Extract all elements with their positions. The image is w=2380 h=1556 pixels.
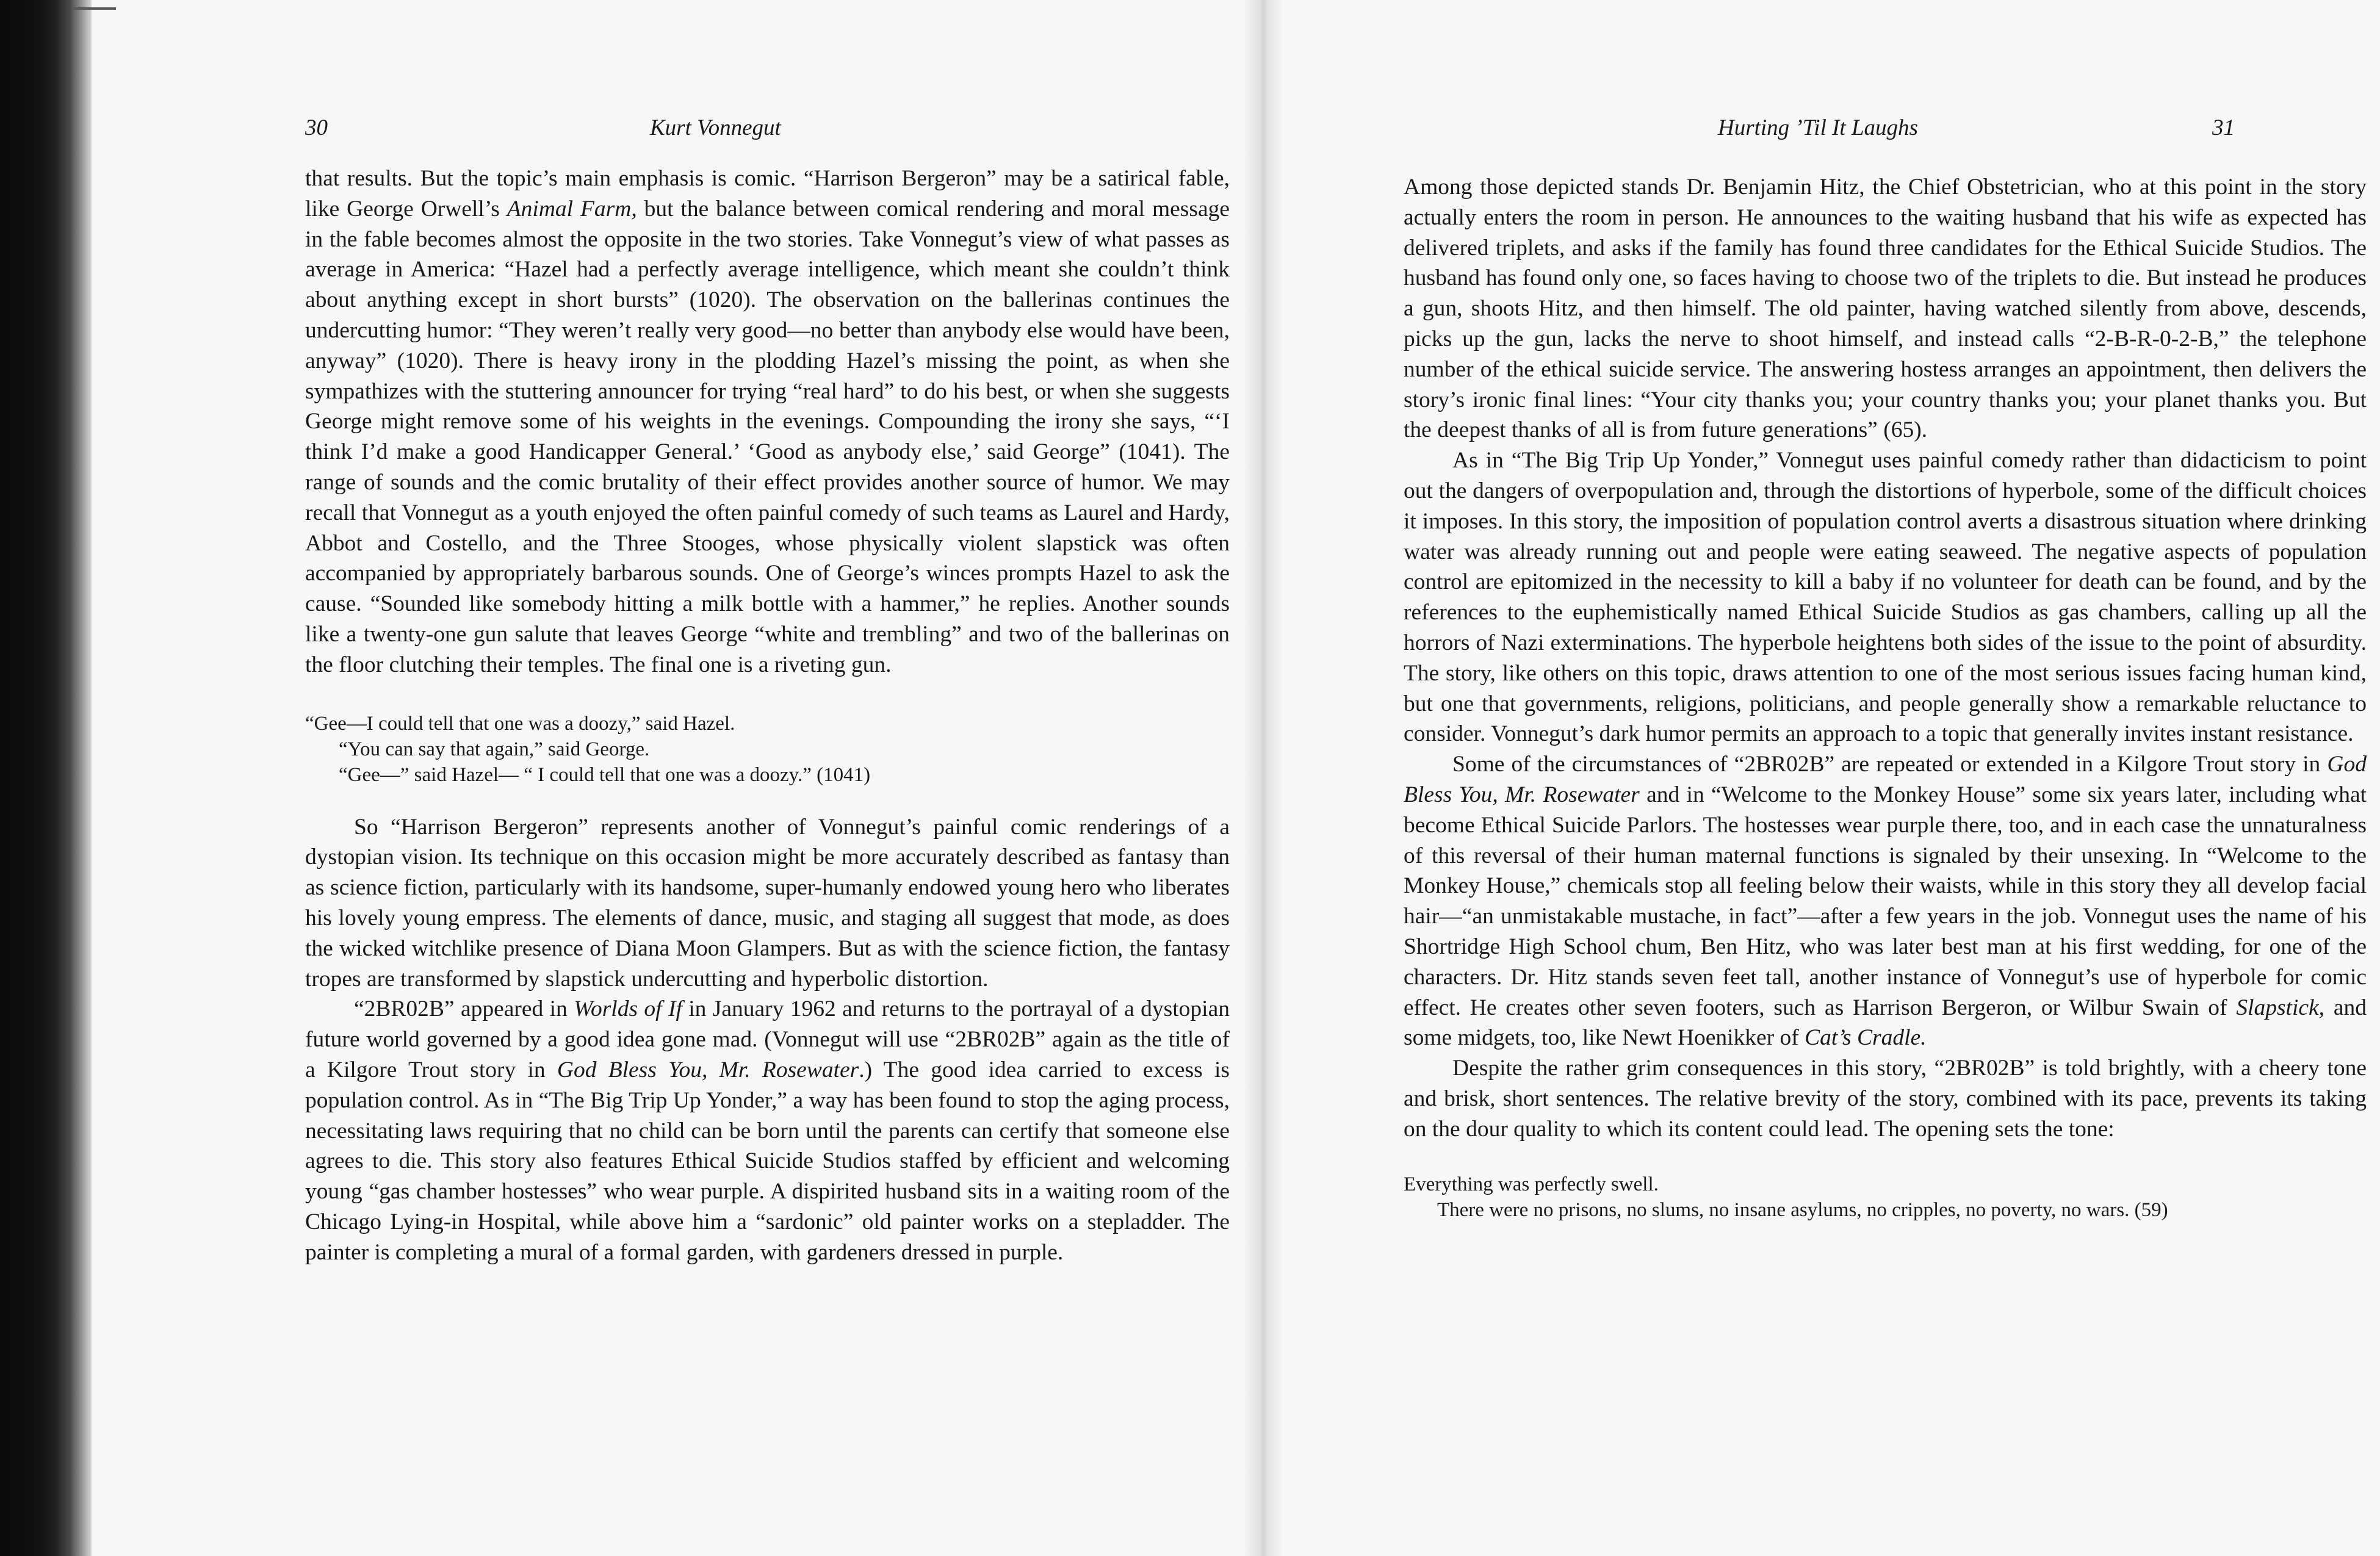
left-page-number: 30: [305, 115, 328, 140]
right-page-number: 31: [2212, 115, 2235, 140]
quote-line: “You can say that again,” said George.: [339, 738, 650, 760]
quote-line: There were no prisons, no slums, no insane asylums, no cripples, no poverty, no wars. (59): [1437, 1198, 2168, 1221]
italic-title: Cat’s Cradle.: [1805, 1025, 1927, 1051]
right-paragraph-2: As in “The Big Trip Up Yonder,” Vonnegut uses painful comedy rather than didacticism to point out the dangers of overpopulation and, through the distortions of hyperbole, some of the difficult choices it imposes. In this story, the imposition of population control averts a disastrous situation where drinking water was already running out and people were eating seaweed. The negative aspects of population control are epitomized in the necessity to kill a baby if no volunteer for death can be found, and by the references to the euphemistically named Ethical Suicide Studios as gas chambers, calling up all the horrors of Nazi exterminations. The hyperbole heightens both sides of the issue to the point of absurdity. The story, like others on this topic, draws attention to one of the most serious issues facing human kind, but one that governments, religions, politicians, and people generally show a remarkable reluctance to consider. Vonnegut’s dark humor permits an approach to a topic that generally invites instant resistance.: [1404, 448, 2367, 747]
right-paragraph-4: Despite the rather grim consequences in this story, “2BR02B” is told brightly, with a cheery tone and brisk, short sentences. The relative brevity of the story, combined with its pace, prevents its taking on the dour quality to which its content could lead. The opening sets the tone:: [1404, 1056, 2367, 1142]
right-page: [1282, 0, 2380, 1556]
text-run: but the balance between comical rendering and moral message in the fable becomes almost the opposite in the two stories. Take Vonnegut’s view of what passes as average in America: “Hazel had a perfectly average intelligence, which meant she couldn’t think about anything except in short bursts” (1020). The observation on the ballerinas continues the undercutting humor: “They weren’t really very good—no better than anybody else would have been, anyway” (1020). There is heavy irony in the plodding Hazel’s missing the point, as when she sympathizes with the stuttering announcer for trying “real hard” to do his best, or when she suggests George might remove some of his weights in the evenings. Compounding the irony she says, “‘I think I’d make a good Handicapper General.’ ‘Good as anybody else,’ said George” (1041). The range of sounds and the comic brutality of their effect provides another source of humor. We may recall that Vonnegut as a youth enjoyed the often painful comedy of such teams as Laurel and Hardy, Abbot and Costello, and the Three Stooges, whose physically violent slapstick was often accompanied by appropriately barbarous sounds. One of George’s winces prompts Hazel to ask the cause. “Sounded like somebody hitting a milk bottle with a hammer,” he replies. Another sounds like a twenty-one gun salute that leaves George “white and trembling” and two of the ballerinas on the floor clutching their temples. The final one is a riveting gun.: [305, 196, 1230, 677]
text-run: and some midgets, too, like Newt Hoenikker of: [1404, 995, 2367, 1051]
text-run: that results. But the topic’s main emphasis is comic. “Harrison Bergeron” may be a satirical fable, like George Orwell’s: [305, 166, 1230, 222]
right-paragraph-1: Among those depicted stands Dr. Benjamin Hitz, the Chief Obstetrician, who at this point in the story actually enters the room in person. He announces to the waiting husband that his wife as expected has delivered triplets, and asks if the family has found three candidates for the Ethical Suicide Studios. The husband has found only one, so faces having to choose two of the triplets to die. But instead he produces a gun, shoots Hitz, and then himself. The old painter, having watched silently from above, descends, picks up the gun, lacks the nerve to shoot himself, and instead calls “2-B-R-0-2-B,” the telephone number of the ethical suicide service. The answering hostess arranges an appointment, then delivers the story’s ironic final lines: “Your city thanks you; your country thanks you; your planet thanks you. But the deepest thanks of all is from future generations” (65).: [1404, 175, 2367, 443]
italic-title: God Bless You, Mr. Rosewater: [557, 1057, 859, 1082]
book-gutter: [1245, 0, 1282, 1556]
quote-line: “Gee—” said Hazel— “ I could tell that one was a doozy.” (1041): [339, 763, 871, 786]
italic-title: Worlds of If: [574, 996, 682, 1022]
text-run: and in “Welcome to the Monkey House” some six years later, including what become Ethical Suicide Parlors. The hostesses wear purple there, too, and in each case the unnaturalness of this reversal of their human maternal functions is signaled by their unsexing. In “Welcome to the Monkey House,” chemicals stop all feeling below their waists, while in this story they all develop facial hair—“an unmistakable mustache, in fact”—after a few years in the job. Vonnegut uses the name of his Shortridge High School chum, Ben Hitz, who was later best man at his first wedding, for one of the characters. Dr. Hitz stands seven feet tall, another instance of Vonnegut’s use of hyperbole for comic effect. He creates other seven footers, such as Harrison Bergeron, or Wilbur Swain of: [1404, 782, 2367, 1020]
right-page-body: [1404, 172, 2367, 1223]
left-page: [92, 0, 1245, 1556]
left-running-head: Kurt Vonnegut: [650, 115, 781, 140]
quote-line: “Gee—I could tell that one was a doozy,” said Hazel.: [305, 712, 735, 735]
quote-line: Everything was perfectly swell.: [1404, 1173, 1659, 1195]
italic-title: God Bless You, Mr. Rosewater: [1404, 752, 2367, 807]
left-paragraph-1: [305, 164, 1230, 680]
left-block-quote: [305, 711, 1230, 788]
text-run: .) The good idea carried to excess is population control. As in “The Big Trip Up Yonder,” a way has been found to stop the aging process, necessitating laws requiring that no child can be born until the parents can certify that someone else agrees to die. This story also features Ethical Suicide Studios staffed by efficient and welcoming young “gas chamber hostesses” who wear purple. A dispirited husband sits in a waiting room of the Chicago Lying-in Hospital, while above him a “sardonic” old painter works on a stepladder. The painter is completing a mural of a formal garden, with gardeners dressed in purple.: [305, 1057, 1230, 1265]
left-paragraph-2: So “Harrison Bergeron” represents another of Vonnegut’s painful comic renderings of a dystopian vision. Its technique on this occasion might be more accurately described as fantasy than as science fiction, particularly with its handsome, super-humanly endowed young hero who liberates his lovely young empress. The elements of dance, music, and staging all suggest that mode, as does the wicked witchlike presence of Diana Moon Glampers. But as with the science fiction, the fantasy tropes are transformed by slapstick undercutting and hyperbolic distortion.: [305, 814, 1230, 992]
right-paragraph-3: [1404, 749, 2367, 1053]
italic-title: Animal Farm,: [507, 196, 637, 222]
text-run: “2BR02B” appeared in: [354, 996, 574, 1022]
right-block-quote: [1404, 1172, 2367, 1223]
text-run: Some of the circumstances of “2BR02B” are repeated or extended in a Kilgore Trout story in: [1452, 752, 2328, 777]
scanner-edge-shadow: [0, 0, 92, 1556]
left-page-body: [305, 164, 1230, 1268]
text-run: in January 1962 and returns to the portrayal of a dystopian future world governed by a good idea gone mad. (Vonnegut will use “2BR02B” again as the title of a Kilgore Trout story in: [305, 996, 1230, 1082]
right-running-head: Hurting ’Til It Laughs: [1718, 115, 1918, 140]
italic-title: Slapstick,: [2236, 995, 2325, 1020]
left-paragraph-3: [305, 994, 1230, 1267]
